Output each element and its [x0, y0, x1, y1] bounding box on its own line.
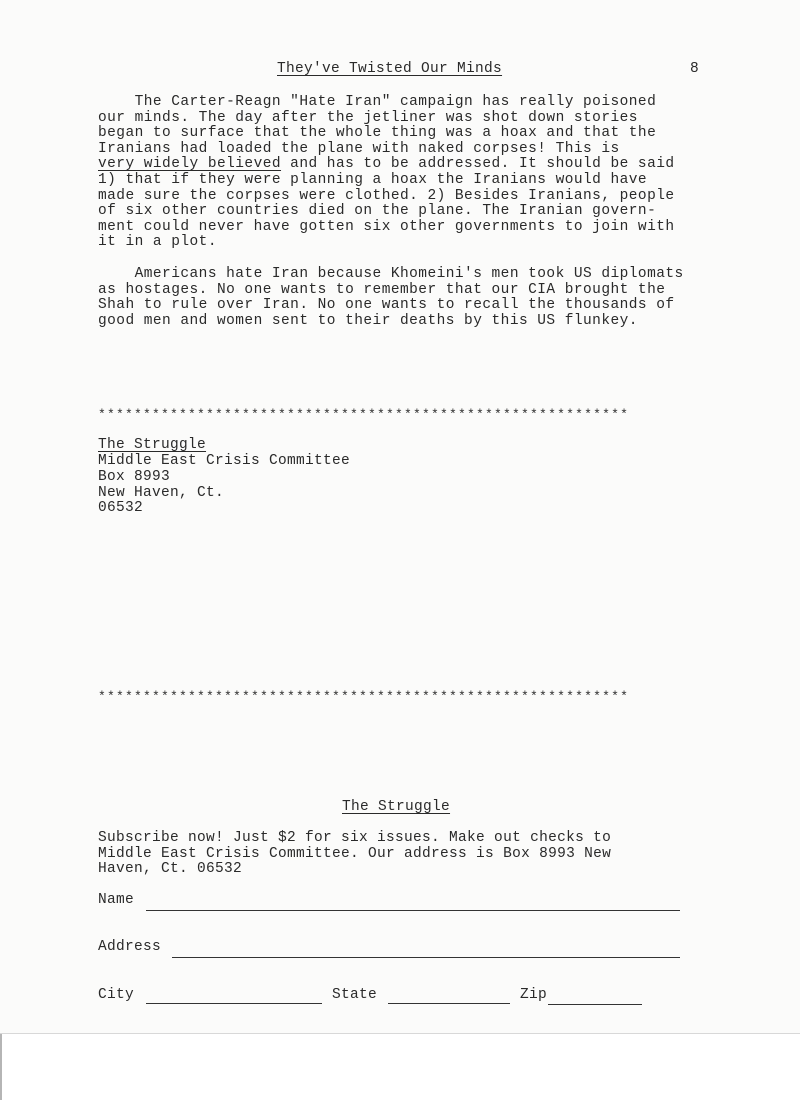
- page-edge: [0, 1033, 800, 1034]
- zip-label: Zip: [520, 987, 548, 1003]
- address-label: Address: [98, 939, 162, 955]
- paragraph-line: of six other countries died on the plane. The Iranian govern-: [98, 203, 657, 220]
- zip-field[interactable]: [548, 1004, 642, 1005]
- paragraph-line: 1) that if they were planning a hoax the Iranians would have: [98, 172, 648, 188]
- page-title: They've Twisted Our Minds: [277, 61, 503, 77]
- label-line: Box 8993: [98, 469, 171, 485]
- city-field[interactable]: [146, 1003, 322, 1004]
- paragraph-line: The Carter-Reagn "Hate Iran" campaign has really poisoned: [98, 94, 657, 110]
- page-number: 8: [690, 61, 700, 77]
- paragraph-line: ment could never have gotten six other governments to join with: [98, 218, 675, 235]
- state-label: State: [332, 987, 378, 1003]
- paragraph-line: made sure the corpses were clothed. 2) Besides Iranians, people: [98, 187, 675, 204]
- paragraph-line: our minds. The day after the jetliner was shot down stories: [98, 109, 638, 126]
- paragraph-line: Iranians had loaded the plane with naked corpses! This is: [98, 140, 620, 157]
- label-title: The Struggle: [98, 437, 207, 453]
- emphasis-text: very widely believed: [98, 156, 282, 173]
- label-line: 06532: [98, 500, 144, 516]
- label-line: Middle East Crisis Committee: [98, 453, 351, 469]
- label-line: New Haven, Ct.: [98, 485, 225, 501]
- scan-edge: [0, 1034, 2, 1100]
- subscription-text: Subscribe now! Just $2 for six issues. Make out checks to: [98, 830, 612, 846]
- address-field[interactable]: [172, 957, 680, 958]
- subscription-text: Haven, Ct. 06532: [98, 861, 243, 877]
- state-field[interactable]: [388, 1003, 510, 1004]
- paragraph-line: good men and women sent to their deaths by this US flunkey.: [98, 312, 638, 329]
- name-field[interactable]: [146, 910, 680, 911]
- paragraph-line: began to surface that the whole thing was a hoax and that the: [98, 125, 657, 142]
- paragraph-line: as hostages. No one wants to remember that our CIA brought the: [98, 281, 666, 298]
- asterisk-divider: ***********************************************************: [98, 407, 630, 422]
- subscription-title: The Struggle: [342, 799, 451, 815]
- asterisk-divider: ***********************************************************: [98, 689, 630, 704]
- paragraph-line: Americans hate Iran because Khomeini's men took US diplomats: [98, 266, 684, 282]
- city-label: City: [98, 987, 135, 1003]
- subscription-text: Middle East Crisis Committee. Our address is Box 8993 New: [98, 846, 612, 862]
- paragraph-line-rest: and has to be addressed. It should be said: [281, 156, 675, 173]
- paragraph-line-emphasis: [98, 157, 675, 173]
- paragraph-line: it in a plot.: [98, 234, 217, 251]
- name-label: Name: [98, 892, 135, 908]
- paragraph-line: Shah to rule over Iran. No one wants to recall the thousands of: [98, 297, 675, 314]
